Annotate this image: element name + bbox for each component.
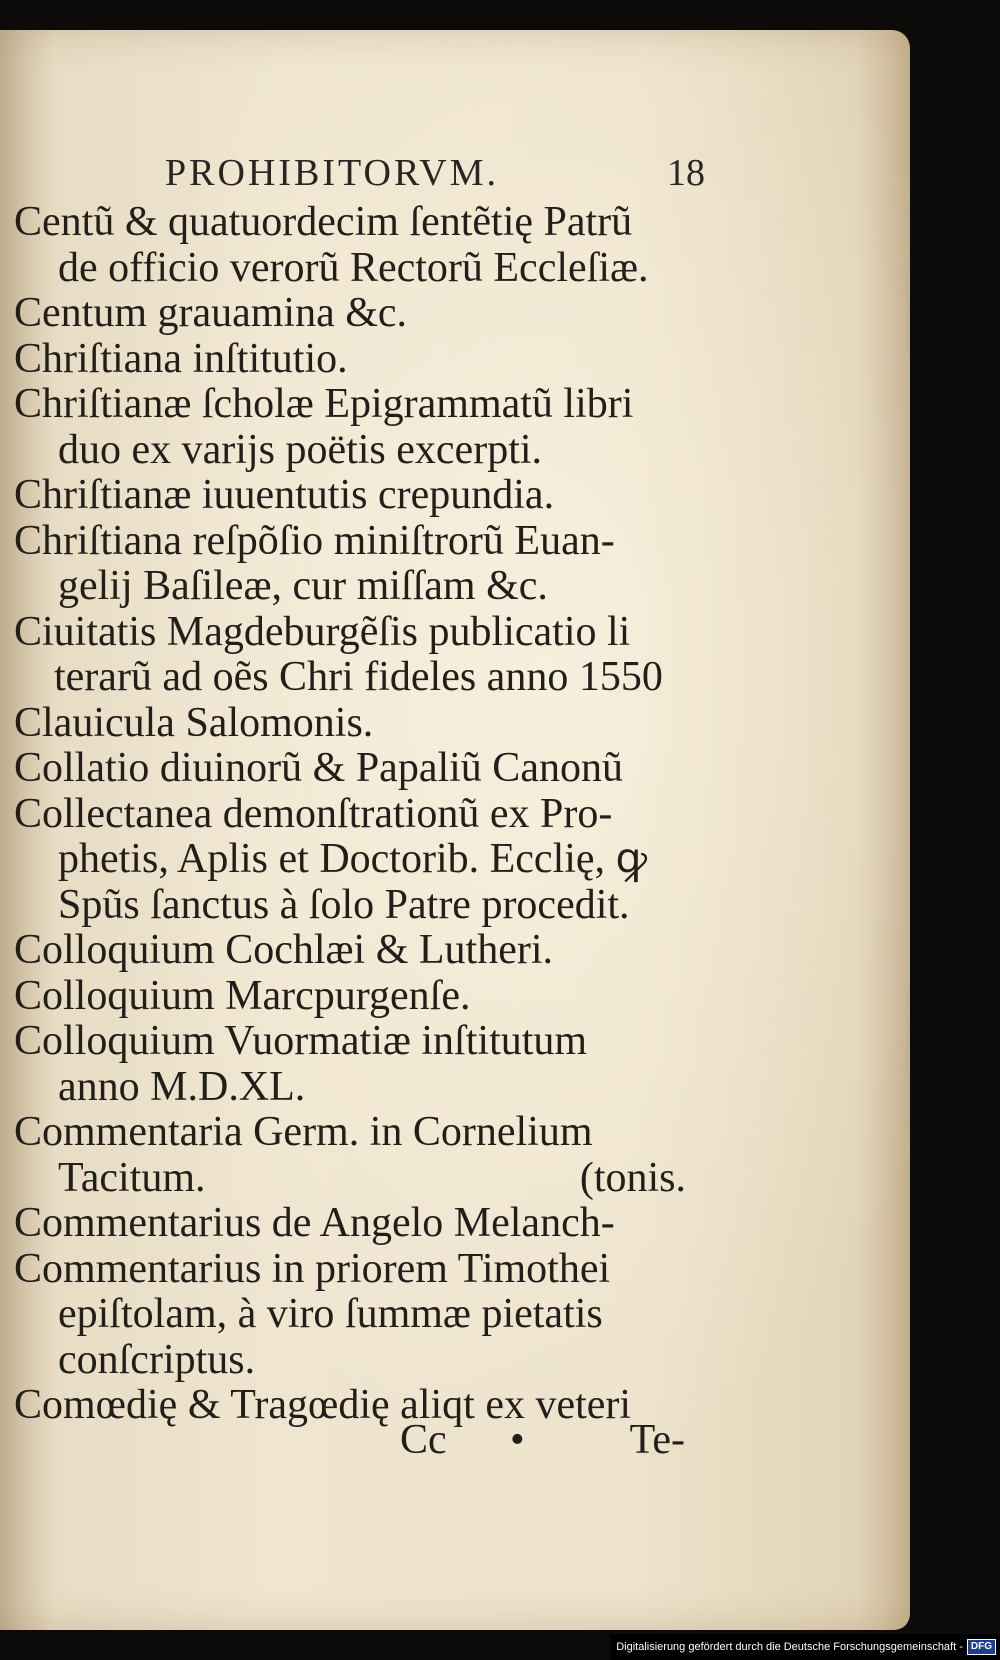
footer-credit: Digitalisierung gefördert durch die Deutsche Forschungsgemeinschaft -: [616, 1641, 963, 1653]
catchword: Te-: [629, 1417, 685, 1463]
text-line: Commentaria Germ. in Cornelium: [14, 1109, 593, 1155]
text-line: epiſtolam, à viro ſummæ pietatis: [58, 1291, 603, 1337]
signature-ornament: •: [510, 1417, 525, 1463]
text-line: terarũ ad oẽs Chri fideles anno 1550: [54, 654, 663, 700]
text-line: Commentarius de Angelo Melanch-: [14, 1200, 615, 1246]
text-line: Collectanea demonſtrationũ ex Pro-: [14, 790, 613, 837]
text-line: Chriſtiana inſtitutio.: [14, 335, 348, 382]
running-head: PROHIBITORVM.: [165, 152, 500, 194]
text-line: anno M.D.XL.: [58, 1063, 306, 1110]
text-line: conſcriptus.: [58, 1336, 256, 1383]
text-line-overflow: (tonis.: [579, 1154, 686, 1201]
page-number: 18: [667, 152, 705, 194]
text-line: Clauicula Salomonis.: [14, 699, 374, 746]
text-line: Colloquium Marcpurgenſe.: [14, 972, 471, 1019]
text-line: phetis, Aplis et Doctorib. Ecclię, ꝙ: [58, 836, 648, 882]
text-line: Chriſtianæ iuuentutis crepundia.: [14, 472, 555, 518]
text-line: Collatio diuinorũ & Papaliũ Canonũ: [14, 745, 623, 791]
catchline: [400, 1415, 685, 1465]
text-line: duo ex varijs poëtis excerpti.: [58, 426, 543, 473]
text-line: Commentarius in priorem Timothei: [14, 1245, 611, 1292]
text-line: Ciuitatis Magdeburgẽſis publicatio li: [14, 608, 631, 655]
text-line: Chriſtianæ ſcholæ Epigrammatũ libri: [14, 381, 634, 427]
text-line: Spũs ſanctus à ſolo Patre procedit.: [58, 881, 630, 928]
text-line: Chriſtiana reſpõſio miniſtrorũ Euan-: [14, 517, 615, 564]
text-line: Centũ & quatuordecim ſentẽtię Patrũ: [14, 199, 633, 245]
digitization-footer: [610, 1634, 1000, 1660]
page-header: [165, 150, 705, 196]
text-line: Comœdię & Tragœdię aliqt ex veteri: [14, 1382, 632, 1428]
signature-mark: Cc: [400, 1417, 447, 1463]
text-line: de officio verorũ Rectorũ Eccleſiæ.: [58, 244, 649, 291]
text-line: Centum grauamina &c.: [14, 290, 408, 336]
text-line: [14, 1156, 694, 1202]
book-page: [0, 30, 910, 1630]
dfg-logo: DFG: [967, 1639, 996, 1655]
text-line: Colloquium Vuormatiæ inſtitutum: [14, 1018, 588, 1064]
text-line: gelij Baſileæ, cur miſſam &c.: [58, 563, 548, 609]
text-line: Colloquium Cochlæi & Lutheri.: [14, 927, 553, 973]
text-line-part: Tacitum.: [58, 1154, 206, 1201]
index-entries: [14, 200, 694, 1429]
